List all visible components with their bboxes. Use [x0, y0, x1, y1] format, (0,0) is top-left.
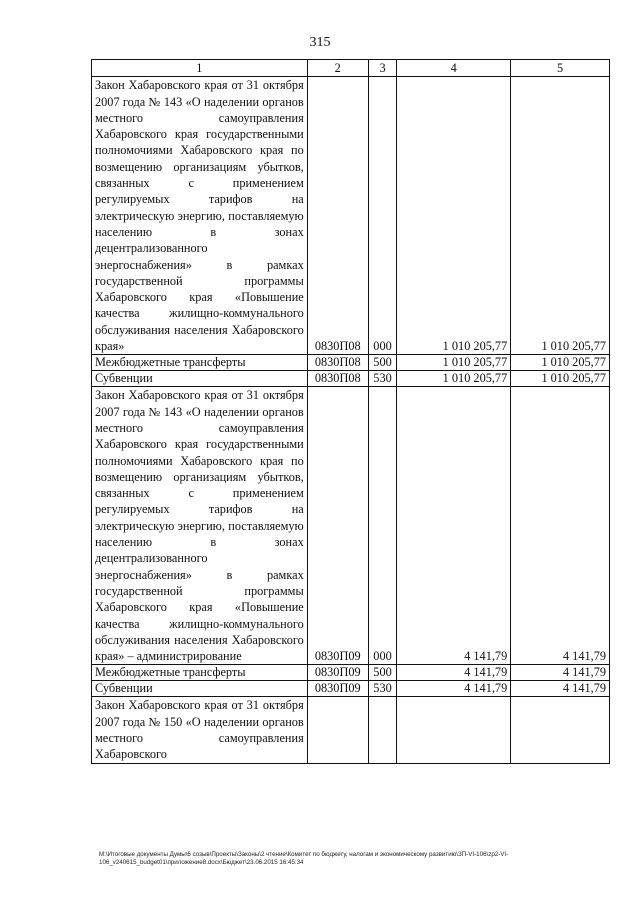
row-sum-2: 1 010 205,77	[511, 355, 610, 371]
header-col-4: 4	[397, 60, 511, 77]
table-header-row	[92, 60, 610, 77]
header-col-3: 3	[368, 60, 396, 77]
row-type: 500	[368, 665, 396, 681]
row-sum-1: 1 010 205,77	[397, 371, 511, 387]
row-name: Межбюджетные трансферты	[92, 355, 308, 371]
row-sum-1: 4 141,79	[397, 681, 511, 697]
row-sum-1: 1 010 205,77	[397, 77, 511, 355]
row-sum-2: 4 141,79	[511, 387, 610, 665]
row-code: 0830П08	[307, 371, 368, 387]
row-name: Субвенции	[92, 371, 308, 387]
budget-table	[91, 59, 610, 764]
header-col-5: 5	[511, 60, 610, 77]
table-row	[92, 355, 610, 371]
table-row	[92, 77, 610, 355]
row-sum-2	[511, 697, 610, 763]
table-row	[92, 697, 610, 763]
row-code: 0830П08	[307, 355, 368, 371]
row-sum-2: 1 010 205,77	[511, 371, 610, 387]
row-type	[368, 697, 396, 763]
row-code: 0830П09	[307, 681, 368, 697]
row-code: 0830П08	[307, 77, 368, 355]
table-row	[92, 681, 610, 697]
row-sum-2: 1 010 205,77	[511, 77, 610, 355]
row-code: 0830П09	[307, 387, 368, 665]
row-type: 000	[368, 77, 396, 355]
row-name: Межбюджетные трансферты	[92, 665, 308, 681]
row-sum-1	[397, 697, 511, 763]
table-row	[92, 665, 610, 681]
row-sum-1: 1 010 205,77	[397, 355, 511, 371]
table-row	[92, 371, 610, 387]
row-name: Закон Хабаровского края от 31 октября 2007 года № 143 «О наделении органов местного самоуправления Хабаровского края государственными полномочиями Хабаровского края по возмещению организациям убытков, связанных с применением регулируемых тарифов на электрическую энергию, поставляемую населению в зонах децентрализованного энергоснабжения» в рамках государственной программы Хабаровского края «Повышение качества жилищно-коммунального обслуживания населения Хабаровского края» – администрирование	[92, 387, 308, 665]
header-col-1: 1	[92, 60, 308, 77]
row-sum-1: 4 141,79	[397, 665, 511, 681]
row-code: 0830П09	[307, 665, 368, 681]
footer-file-path: М:\Итоговые документы Думы\6 созыв\Проекты\Законы\2 чтение\Комитет по бюджету, налогам и экономическому развитию\ЗП-VI-106\zp2-VI-106_v240615_budget01\приложение8.docx\Бюджет\23.06.2015 16:45:34	[99, 851, 509, 866]
page-number: 315	[309, 35, 331, 50]
row-name: Закон Хабаровского края от 31 октября 2007 года № 150 «О наделении органов местного самоуправления Хабаровского	[92, 697, 308, 763]
row-type: 500	[368, 355, 396, 371]
row-type: 530	[368, 371, 396, 387]
row-code	[307, 697, 368, 763]
row-sum-2: 4 141,79	[511, 665, 610, 681]
table-row	[92, 387, 610, 665]
row-name: Субвенции	[92, 681, 308, 697]
row-type: 000	[368, 387, 396, 665]
row-type: 530	[368, 681, 396, 697]
row-sum-1: 4 141,79	[397, 387, 511, 665]
header-col-2: 2	[307, 60, 368, 77]
row-sum-2: 4 141,79	[511, 681, 610, 697]
row-name: Закон Хабаровского края от 31 октября 2007 года № 143 «О наделении органов местного самоуправления Хабаровского края государственными полномочиями Хабаровского края по возмещению организациям убытков, связанных с применением регулируемых тарифов на электрическую энергию, поставляемую населению в зонах децентрализованного энергоснабжения» в рамках государственной программы Хабаровского края «Повышение качества жилищно-коммунального обслуживания населения Хабаровского края»	[92, 77, 308, 355]
